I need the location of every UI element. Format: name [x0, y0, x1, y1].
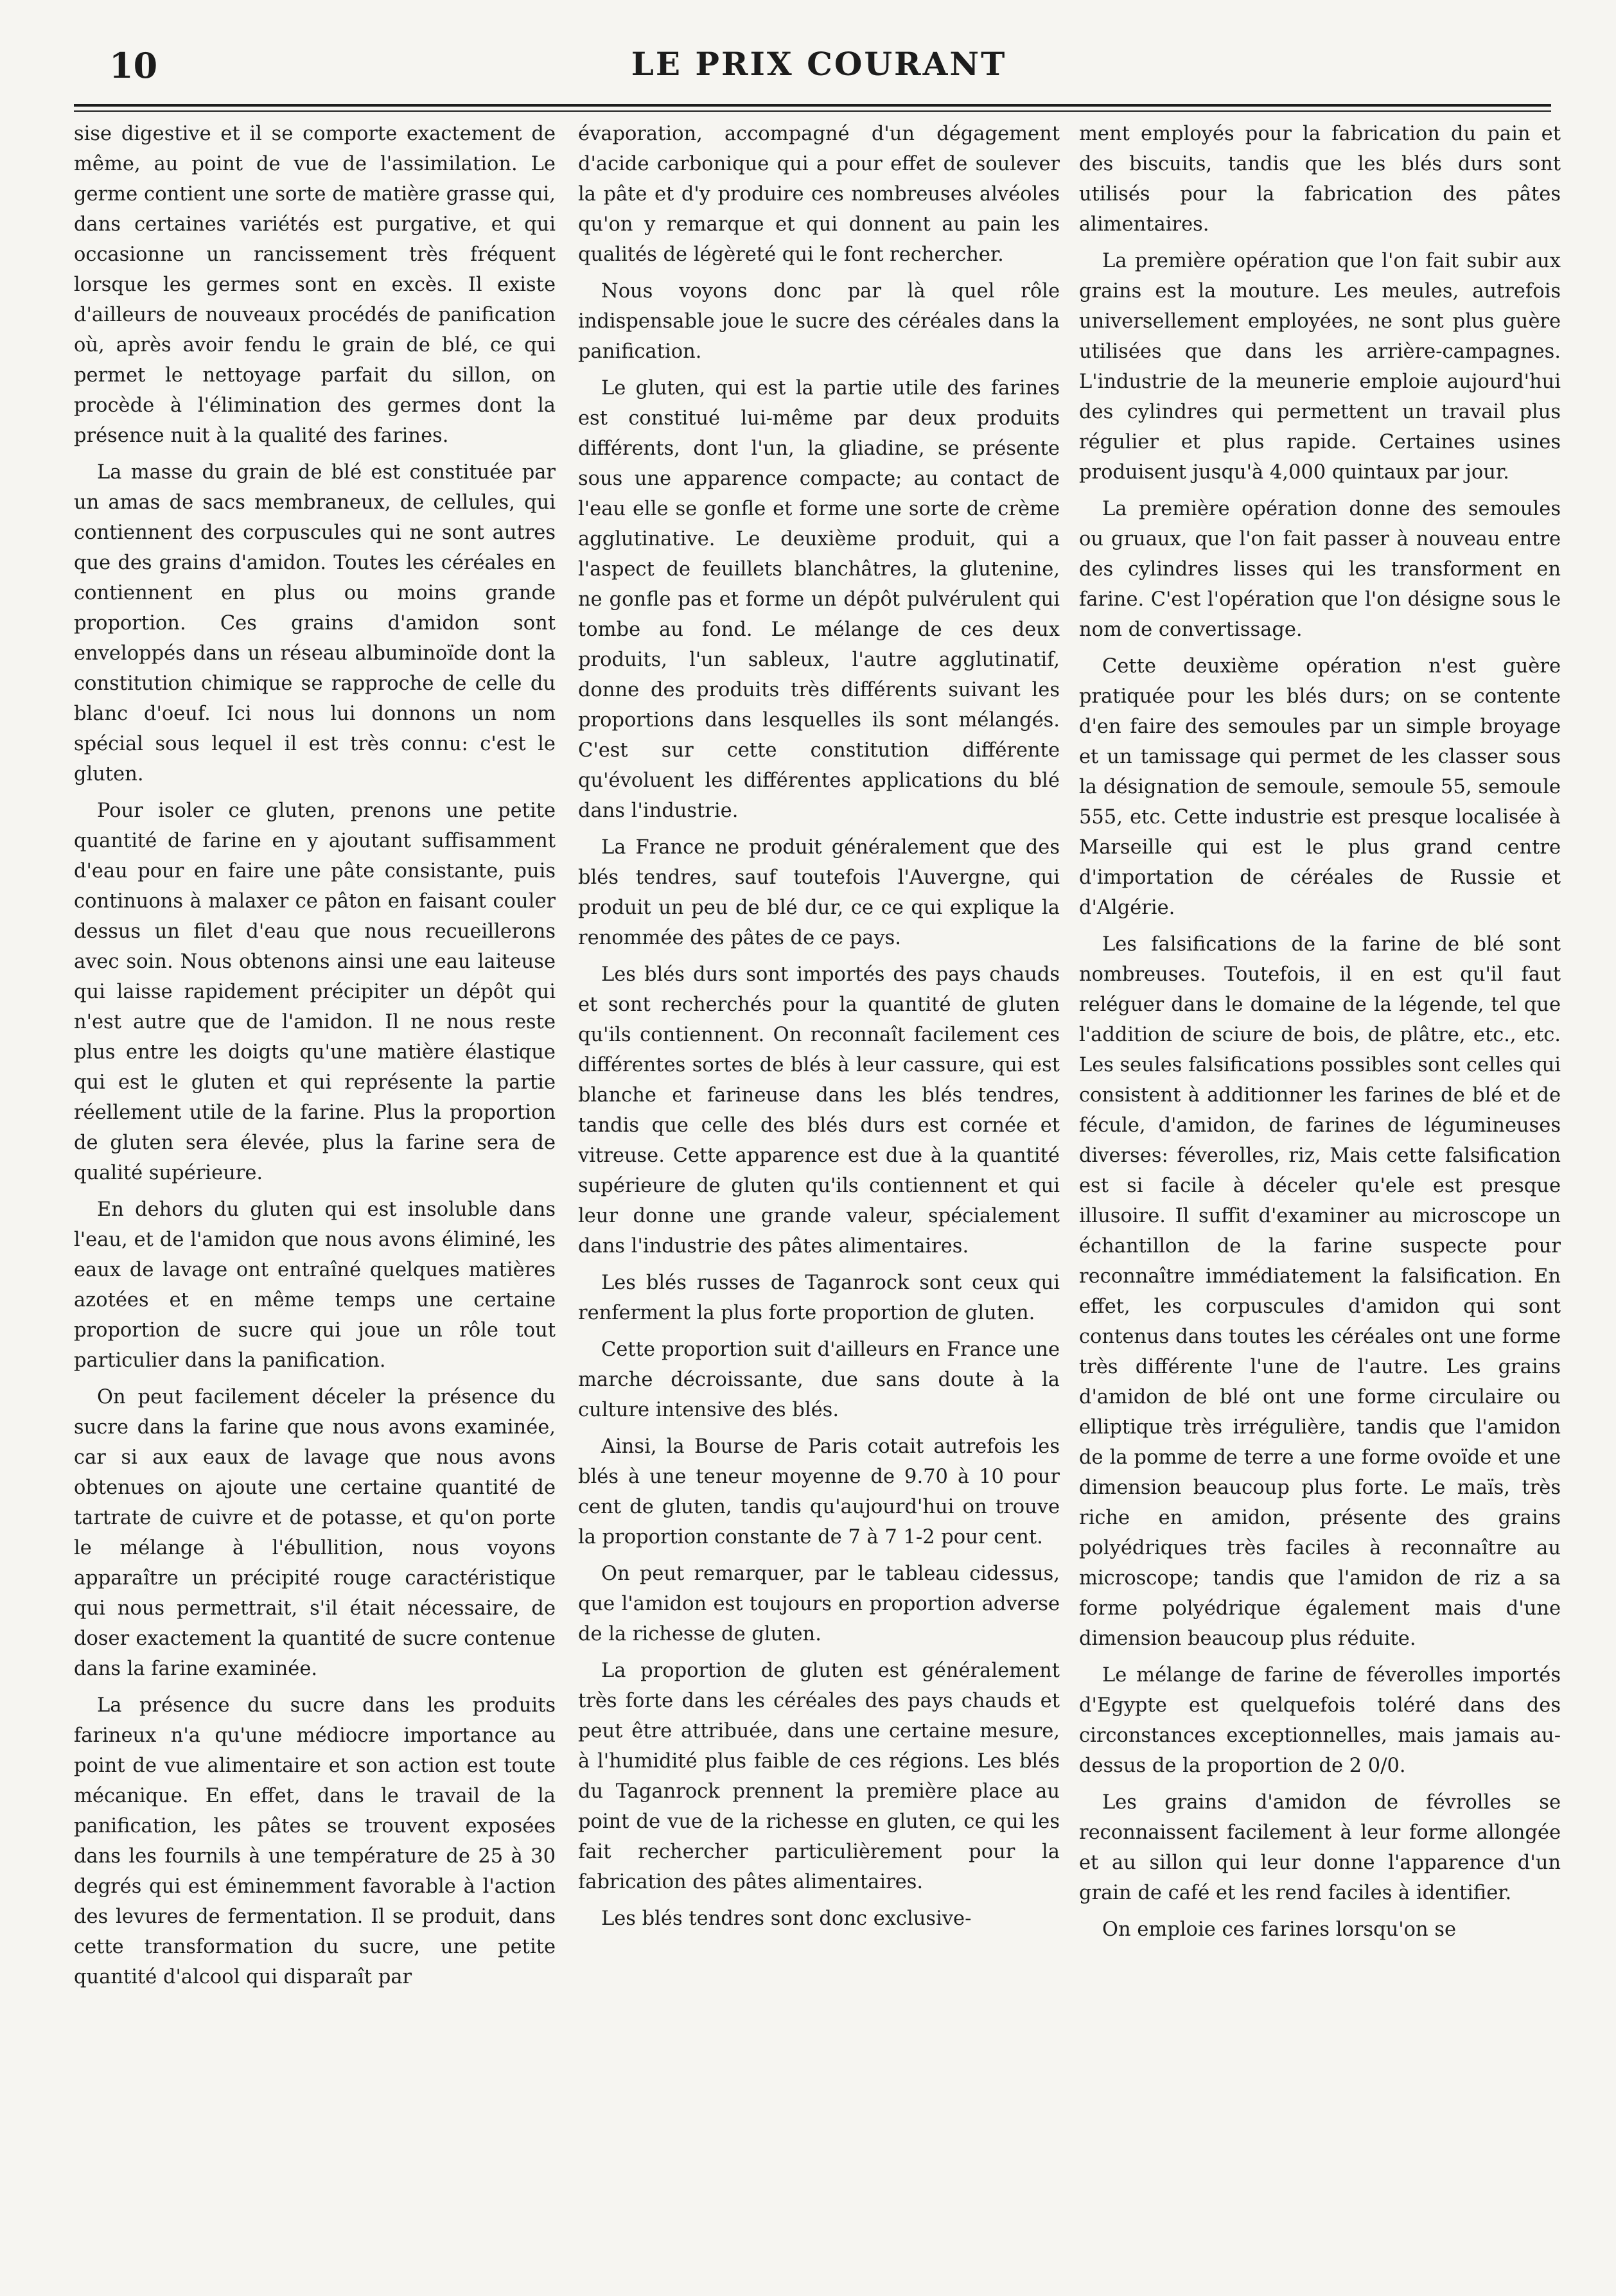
paragraph: En dehors du gluten qui est insoluble dans l'eau, et de l'amidon que nous avons éliminé, les eaux de lavage ont entraîné quelques matières azotées et en même temps une certaine proportion de sucre qui joue un rôle tout particulier dans la panification.	[74, 1198, 556, 1372]
paragraph: Les grains d'amidon de févrolles se reconnaissent facilement à leur forme allongée et au sillon qui leur donne l'apparence d'un grain de café et les rend faciles à identifier.	[1079, 1791, 1561, 1904]
paragraph: Le mélange de farine de féverolles importés d'Egypte est quelquefois toléré dans des circonstances exceptionnelles, mais jamais au-dessus de la proportion de 2 0/0.	[1079, 1664, 1561, 1777]
paragraph: La présence du sucre dans les produits farineux n'a qu'une médiocre importance au point de vue alimentaire et son action est toute mécanique. En effet, dans le travail de la panification, les pâtes se trouvent exposées dans les fournils à une température de 25 à 30 degrés qui est éminemment favorable à l'action des levures de fermentation. Il se produit, dans cette transformation du sucre, une petite quantité d'alcool qui disparaît par	[74, 1694, 556, 1988]
paragraph: La première opération donne des semoules ou gruaux, que l'on fait passer à nouveau entre des cylindres lisses qui les transforment en farine. C'est l'opération que l'on désigne sous le nom de convertissage.	[1079, 498, 1561, 641]
paragraph: Pour isoler ce gluten, prenons une petite quantité de farine en y ajoutant suffisamment d'eau pour en faire une pâte consistante, puis continuons à malaxer ce pâton en faisant couler dessus un filet d'eau que nous recueillerons avec soin. Nous obtenons ainsi une eau laiteuse qui laisse rapidement précipiter un dépôt qui n'est autre que de l'amidon. Il ne nous reste plus entre les doigts qu'une matière élastique qui est le gluten et qui représente la partie réellement utile de la farine. Plus la proportion de gluten sera élevée, plus la farine sera de qualité supérieure.	[74, 800, 556, 1184]
paragraph: La France ne produit généralement que des blés tendres, sauf toutefois l'Auvergne, qui produit un peu de blé dur, ce ce qui explique la renommée des pâtes de ce pays.	[578, 836, 1060, 949]
paragraph: Nous voyons donc par là quel rôle indispensable joue le sucre des céréales dans la panification.	[578, 280, 1060, 363]
paragraph: Les blés durs sont importés des pays chauds et sont recherchés pour la quantité de gluten qu'ils contiennent. On reconnaît facilement ces différentes sortes de blés à leur cassure, qui est blanche et farineuse dans les blés tendres, tandis que celle des blés durs est cornée et vitreuse. Cette apparence est due à la quantité supérieure de gluten qu'ils contiennent et qui leur donne une grande valeur, spécialement dans l'industrie des pâtes alimentaires.	[578, 963, 1060, 1258]
paragraph: On emploie ces farines lorsqu'on se	[1102, 1918, 1457, 1941]
page-number: 10	[109, 45, 158, 86]
publication-title: LE PRIX COURANT	[631, 45, 1007, 83]
header-rule	[74, 104, 1551, 107]
paragraph: On peut remarquer, par le tableau cidessus, que l'amidon est toujours en proportion adverse de la richesse de gluten.	[578, 1563, 1060, 1645]
paragraph: Ainsi, la Bourse de Paris cotait autrefois les blés à une teneur moyenne de 9.70 à 10 pour cent de gluten, tandis qu'aujourd'hui on trouve la proportion constante de 7 à 7 1-2 pour cent.	[578, 1435, 1060, 1548]
paragraph: Le gluten, qui est la partie utile des farines est constitué lui-même par deux produits différents, dont l'un, la gliadine, se présente sous une apparence compacte; au contact de l'eau elle se gonfle et forme une sorte de crème agglutinative. Le deuxième produit, qui a l'aspect de feuillets blanchâtres, la glutenine, ne gonfle pas et forme un dépôt pulvérulent qui tombe au fond. Le mélange de ces deux produits, l'un sableux, l'autre agglutinatif, donne des produits très différents suivant les proportions dans lesquelles ils sont mélangés. C'est sur cette constitution différente qu'évoluent les différentes applications du blé dans l'industrie.	[578, 377, 1060, 822]
paragraph: On peut facilement déceler la présence du sucre dans la farine que nous avons examinée, car si aux eaux de lavage que nous avons obtenues on ajoute une certaine quantité de tartrate de cuivre et de potasse, et qu'on porte le mélange à l'ébullition, nous voyons apparaître un précipité rouge caractéristique qui nous permettrait, s'il était nécessaire, de doser exactement la quantité de sucre contenue dans la farine examinée.	[74, 1386, 556, 1680]
text-column-1	[74, 119, 556, 2238]
paragraph: sise digestive et il se comporte exactement de même, au point de vue de l'assimilation. Le germe contient une sorte de matière grasse qui, dans certaines variétés est purgative, et qui occasionne un rancissement très fréquent lorsque les germes sont en excès. Il existe d'ailleurs de nouveaux procédés de panification où, après avoir fendu le grain de blé, ce qui permet le nettoyage parfait du sillon, on procède à l'élimination des germes dont la présence nuit à la qualité des farines.	[74, 123, 556, 447]
paragraph: ment employés pour la fabrication du pain et des biscuits, tandis que les blés durs sont utilisés pour la fabrication des pâtes alimentaires.	[1079, 123, 1561, 236]
paragraph: La proportion de gluten est généralement très forte dans les céréales des pays chauds et peut être attribuée, dans une certaine mesure, à l'humidité plus faible de ces régions. Les blés du Taganrock prennent la première place au point de vue de la richesse en gluten, ce qui les fait rechercher particulièrement pour la fabrication des pâtes alimentaires.	[578, 1660, 1060, 1893]
paragraph: Les blés russes de Taganrock sont ceux qui renferment la plus forte proportion de gluten.	[578, 1272, 1060, 1324]
page-header	[83, 45, 1554, 96]
paragraph: La masse du grain de blé est constituée par un amas de sacs membraneux, de cellules, qui contiennent des corpuscules qui ne sont autres que des grains d'amidon. Toutes les céréales en contiennent en plus ou moins grande proportion. Ces grains d'amidon sont enveloppés dans un réseau albuminoïde dont la constitution chimique se rapproche de celle du blanc d'oeuf. Ici nous lui donnons un nom spécial sous lequel il est très connu: c'est le gluten.	[74, 461, 556, 785]
paragraph: Les falsifications de la farine de blé sont nombreuses. Toutefois, il en est qu'il faut reléguer dans le domaine de la légende, tel que l'addition de sciure de bois, de plâtre, etc., etc. Les seules falsifications possibles sont celles qui consistent à additionner les farines de blé et de fécule, d'amidon, de farines de légumineuses diverses: féverolles, riz, Mais cette falsification est si facile à déceler qu'ele est presque illusoire. Il suffit d'examiner au microscope un échantillon de la farine suspecte pour reconnaître immédiatement la falsification. En effet, les corpuscules d'amidon qui sont contenus dans toutes les céréales ont une forme très différente l'une de l'autre. Les grains d'amidon de blé ont une forme circulaire ou elliptique très irrégulière, tandis que l'amidon de la pomme de terre a une forme ovoïde et une dimension beaucoup plus forte. Le maïs, très riche en amidon, présente des grains polyédriques très faciles à reconnaître au microscope; tandis que l'amidon de riz a sa forme polyédrique également mais d'une dimension beaucoup plus réduite.	[1079, 933, 1561, 1650]
paragraph: Cette deuxième opération n'est guère pratiquée pour les blés durs; on se contente d'en faire des semoules par un simple broyage et un tamissage qui permet de les classer sous la désignation de semoule, semoule 55, semoule 555, etc. Cette industrie est presque localisée à Marseille qui est le plus grand centre d'importation de céréales de Russie et d'Algérie.	[1079, 655, 1561, 919]
text-column-2	[578, 119, 1060, 2238]
header-rule-thin	[74, 110, 1551, 112]
text-column-3	[1079, 119, 1561, 2238]
paragraph: Les blés tendres sont donc exclusive-	[601, 1907, 972, 1930]
paragraph: Cette proportion suit d'ailleurs en France une marche décroissante, due sans doute à la culture intensive des blés.	[578, 1338, 1060, 1421]
paragraph: évaporation, accompagné d'un dégagement d'acide carbonique qui a pour effet de soulever la pâte et d'y produire ces nombreuses alvéoles qu'on y remarque et qui donnent au pain les qualités de légèreté qui le font rechercher.	[578, 123, 1060, 266]
paragraph: La première opération que l'on fait subir aux grains est la mouture. Les meules, autrefois universellement employées, ne sont plus guère utilisées que dans les arrière-campagnes. L'industrie de la meunerie emploie aujourd'hui des cylindres qui permettent un travail plus régulier et plus rapide. Certaines usines produisent jusqu'à 4,000 quintaux par jour.	[1079, 250, 1561, 484]
